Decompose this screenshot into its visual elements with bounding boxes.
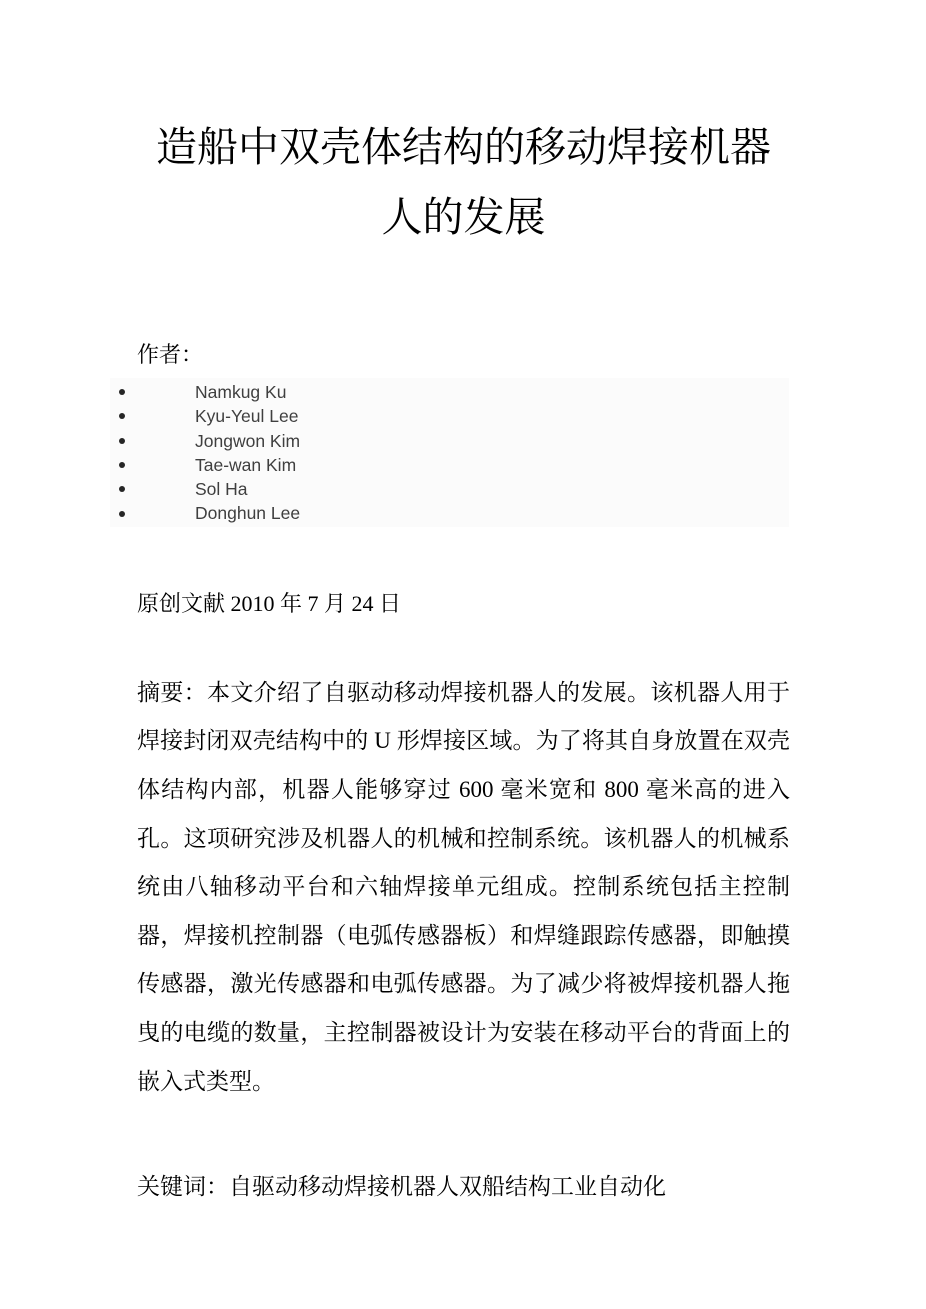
author-list-item xyxy=(110,404,789,428)
author-name: Donghun Lee xyxy=(195,503,301,524)
bullet-icon xyxy=(119,413,125,419)
author-list-item xyxy=(110,477,789,501)
author-name: Kyu-Yeul Lee xyxy=(195,406,299,427)
authors-label: 作者： xyxy=(137,342,204,367)
author-list-item xyxy=(110,380,789,404)
author-list-item xyxy=(110,501,789,525)
keywords-line: 关键词：自驱动移动焊接机器人双船结构工业自动化 xyxy=(137,1174,666,1200)
bullet-icon xyxy=(119,486,125,492)
publication-date-line: 原创文献 2010 年 7 月 24 日 xyxy=(137,590,402,616)
author-name: Namkug Ku xyxy=(195,382,287,402)
author-name: Sol Ha xyxy=(195,479,248,500)
author-list-item xyxy=(110,429,789,453)
bullet-icon xyxy=(119,511,125,517)
author-list-item xyxy=(110,453,789,477)
bullet-icon xyxy=(119,389,125,395)
document-title-line-2: 人的发展 xyxy=(381,194,546,240)
author-name: Jongwon Kim xyxy=(195,430,301,451)
author-name: Tae-wan Kim xyxy=(195,454,297,475)
bullet-icon xyxy=(119,438,125,444)
document-title-line-1: 造船中双壳体结构的移动焊接机器 xyxy=(156,124,771,170)
document-title xyxy=(137,112,790,252)
bullet-icon xyxy=(119,462,125,468)
authors-list xyxy=(110,378,789,527)
abstract-paragraph: 摘要：本文介绍了自驱动移动焊接机器人的发展。该机器人用于焊接封闭双壳结构中的 U 形焊接区域。为了将其自身放置在双壳体结构内部，机器人能够穿过 600 毫米宽和 800 毫米高的进入孔。这项研究涉及机器人的机械和控制系统。该机器人的机械系统由八轴移动平台和六轴焊接单元组成。控制系统包括主控制器，焊接机控制器（电弧传感器板）和焊缝跟踪传感器，即触摸传感器，激光传感器和电弧传感器。为了减少将被焊接机器人拖曳的电缆的数量，主控制器被设计为安装在移动平台的背面上的嵌入式类型。 xyxy=(137,679,790,1094)
